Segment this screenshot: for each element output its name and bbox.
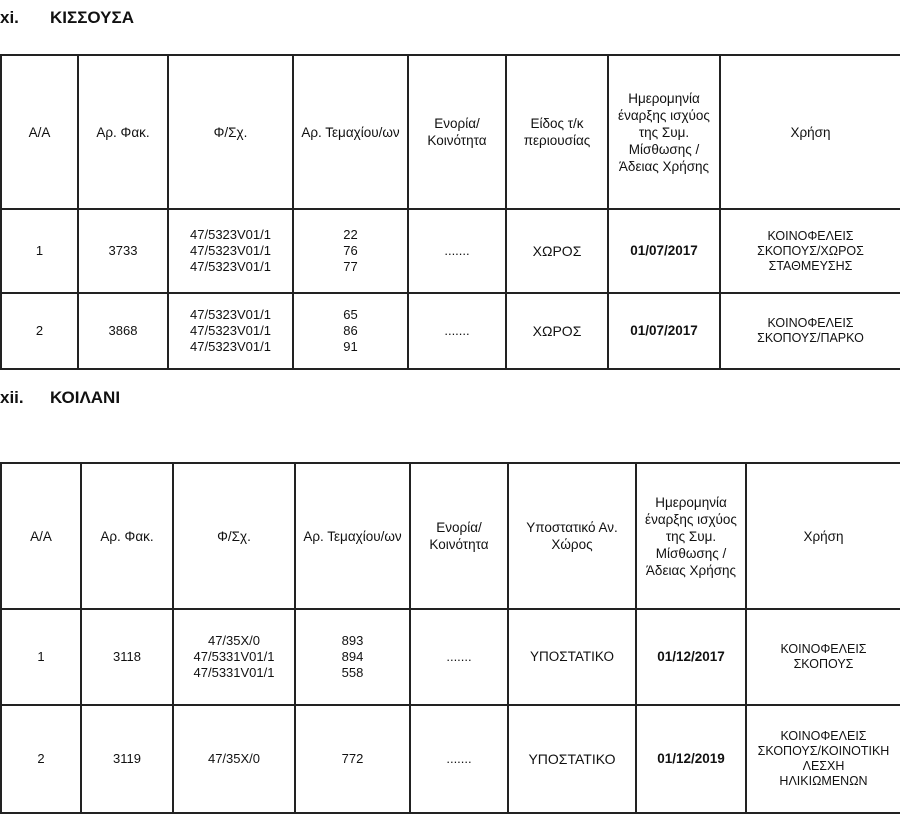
header-use: Χρήση — [746, 463, 900, 609]
row-aa: 1 — [1, 609, 81, 705]
row-start-date: 01/12/2017 — [636, 609, 746, 705]
header-sheet-plan: Φ/Σχ. — [173, 463, 295, 609]
row-start-date: 01/07/2017 — [608, 209, 720, 293]
row-property-type: ΥΠΟΣΤΑΤΙΚΟ — [508, 705, 636, 813]
sheet-value: 47/5331V01/1 — [193, 665, 275, 680]
row-sheets — [173, 609, 295, 705]
row-sheets — [168, 209, 293, 293]
use-line: ΗΛΙΚΙΩΜΕΝΩΝ — [779, 774, 868, 788]
table-header-row — [1, 55, 900, 209]
row-parcels — [293, 293, 408, 369]
row-parish: ....... — [408, 293, 506, 369]
table-row — [1, 293, 900, 369]
use-line: ΣΚΟΠΟΥΣ/ΠΑΡΚΟ — [757, 331, 864, 345]
use-line: ΣΤΑΘΜΕΥΣΗΣ — [768, 258, 853, 273]
sheet-value: 47/35X/0 — [207, 633, 261, 648]
properties-table-kissousa — [0, 54, 900, 370]
row-parish: ....... — [410, 609, 508, 705]
section-title: ΚΟΙΛΑΝΙ — [50, 388, 121, 407]
table-header-row — [1, 463, 900, 609]
row-file-number: 3868 — [78, 293, 168, 369]
row-file-number: 3119 — [81, 705, 173, 813]
use-line: ΛΕΣΧΗ — [802, 759, 845, 773]
row-file-number: 3733 — [78, 209, 168, 293]
use-line: ΚΟΙΝΟΦΕΛΕΙΣ — [767, 228, 854, 243]
row-use — [720, 209, 900, 293]
parcel-value: 893 — [341, 633, 364, 648]
sheet-value: 47/5331V01/1 — [193, 649, 275, 664]
use-line: ΚΟΙΝΟΦΕΛΕΙΣ — [780, 729, 867, 743]
row-parcels — [293, 209, 408, 293]
row-sheets — [168, 293, 293, 369]
section-heading-koilani — [0, 388, 120, 408]
section-number: xii. — [0, 388, 24, 407]
use-line: ΣΚΟΠΟΥΣ/ΚΟΙΝΟΤΙΚΗ — [757, 744, 890, 758]
parcel-value: 894 — [341, 649, 364, 664]
row-start-date: 01/12/2019 — [636, 705, 746, 813]
parcel-value: 77 — [343, 259, 358, 274]
row-property-type: ΧΩΡΟΣ — [506, 209, 608, 293]
parcel-value: 22 — [343, 227, 358, 242]
header-parish-community: Ενορία/ Κοινότητα — [408, 55, 506, 209]
sheet-value: 47/5323V01/1 — [190, 339, 271, 354]
parcel-value: 91 — [343, 339, 358, 354]
row-aa: 1 — [1, 209, 78, 293]
use-line: ΚΟΙΝΟΦΕΛΕΙΣ — [767, 316, 854, 330]
section-title: ΚΙΣΣΟΥΣΑ — [50, 8, 134, 27]
parcel-value: 772 — [341, 751, 364, 766]
header-use: Χρήση — [720, 55, 900, 209]
parcel-value: 65 — [343, 307, 358, 322]
row-sheets — [173, 705, 295, 813]
section-number: xi. — [0, 8, 19, 27]
sheet-value: 47/5323V01/1 — [190, 307, 271, 322]
sheet-value: 47/5323V01/1 — [190, 323, 271, 338]
row-aa: 2 — [1, 705, 81, 813]
row-aa: 2 — [1, 293, 78, 369]
sheet-value: 47/5323V01/1 — [190, 227, 271, 242]
table-row — [1, 209, 900, 293]
properties-table-koilani — [0, 462, 900, 814]
header-property-type: Είδος τ/κ περιουσίας — [506, 55, 608, 209]
header-file-number: Αρ. Φακ. — [78, 55, 168, 209]
header-parish-community: Ενορία/ Κοινότητα — [410, 463, 508, 609]
row-use — [746, 609, 900, 705]
row-use — [746, 705, 900, 813]
sheet-value: 47/5323V01/1 — [190, 259, 271, 274]
use-line: ΣΚΟΠΟΥΣ/ΧΩΡΟΣ — [757, 243, 864, 258]
sheet-value: 47/35X/0 — [207, 751, 261, 766]
header-sheet-plan: Φ/Σχ. — [168, 55, 293, 209]
header-aa: Α/Α — [1, 463, 81, 609]
row-file-number: 3118 — [81, 609, 173, 705]
sheet-value: 47/5323V01/1 — [190, 243, 271, 258]
row-property-type: ΥΠΟΣΤΑΤΙΚΟ — [508, 609, 636, 705]
row-parish: ....... — [408, 209, 506, 293]
row-parish: ....... — [410, 705, 508, 813]
section-heading-kissousa — [0, 8, 134, 28]
header-file-number: Αρ. Φακ. — [81, 463, 173, 609]
row-parcels — [295, 705, 410, 813]
row-parcels — [295, 609, 410, 705]
header-aa: Α/Α — [1, 55, 78, 209]
row-use — [720, 293, 900, 369]
header-parcel-numbers: Αρ. Τεμαχίου/ων — [293, 55, 408, 209]
header-start-date: Ημερομηνία έναρξης ισχύος της Συμ. Μίσθωσης / Άδειας Χρήσης — [608, 55, 720, 209]
use-line: ΚΟΙΝΟΦΕΛΕΙΣ — [780, 642, 867, 656]
table-row — [1, 705, 900, 813]
header-parcel-numbers: Αρ. Τεμαχίου/ων — [295, 463, 410, 609]
table-row — [1, 609, 900, 705]
use-line: ΣΚΟΠΟΥΣ — [793, 657, 854, 671]
header-start-date: Ημερομηνία έναρξης ισχύος της Συμ. Μίσθωσης / Άδειας Χρήσης — [636, 463, 746, 609]
parcel-value: 76 — [343, 243, 358, 258]
parcel-value: 558 — [341, 665, 364, 680]
row-property-type: ΧΩΡΟΣ — [506, 293, 608, 369]
header-property-type: Υποστατικό Αν. Χώρος — [508, 463, 636, 609]
parcel-value: 86 — [343, 323, 358, 338]
row-start-date: 01/07/2017 — [608, 293, 720, 369]
